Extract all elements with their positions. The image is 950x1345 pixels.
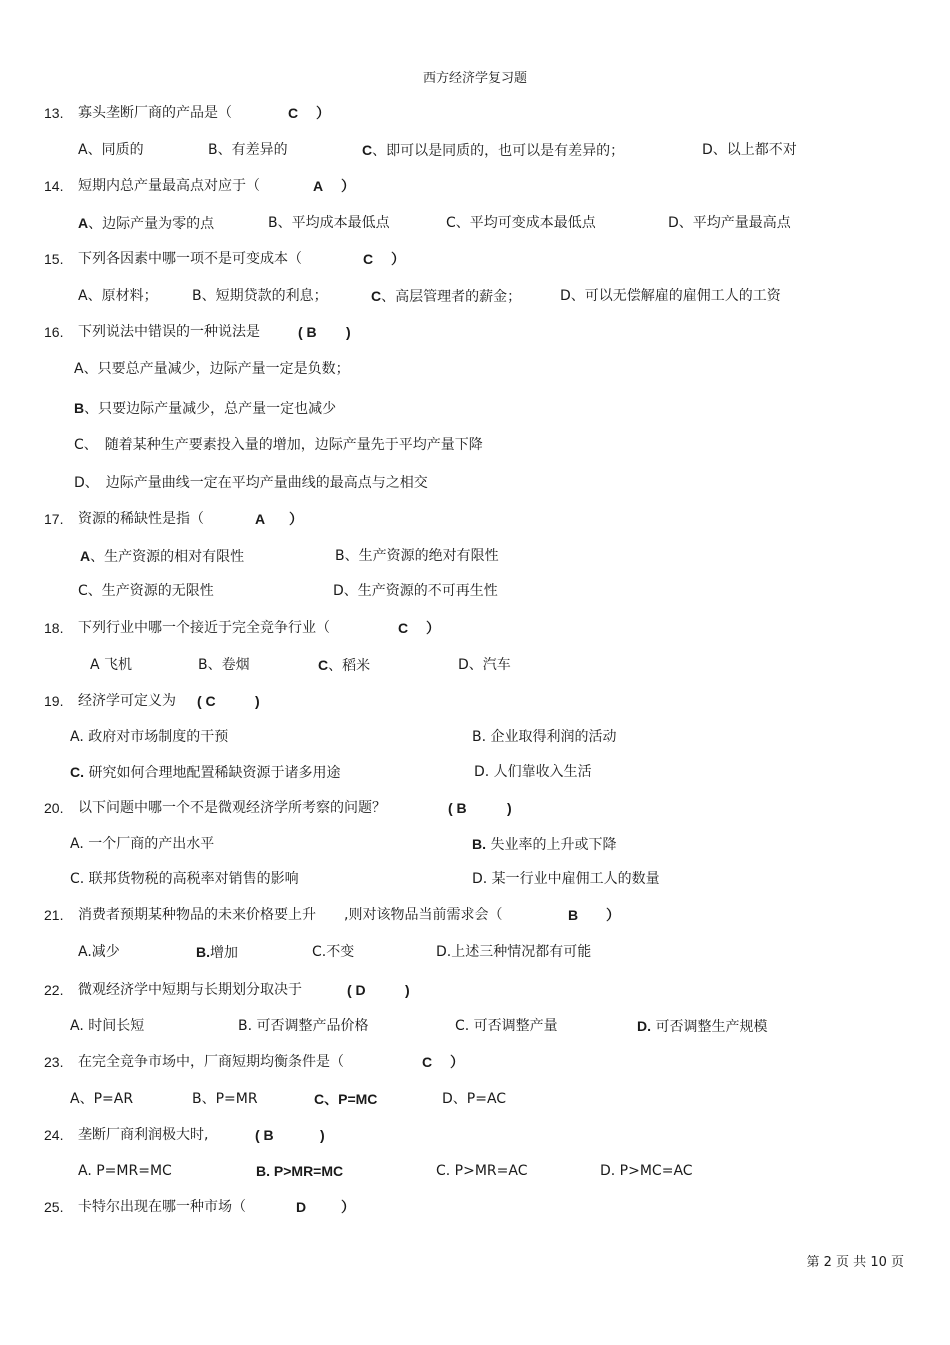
answer-option — [600, 1162, 693, 1180]
question-number: 15. — [44, 251, 64, 267]
option-text-bold: C. — [70, 764, 84, 780]
option-text: A. 政府对市场制度的干预 — [70, 729, 229, 745]
answer-option — [192, 287, 328, 305]
answer-option — [70, 763, 340, 782]
answer-option — [198, 656, 250, 674]
answer-option — [78, 141, 144, 159]
option-text: B、有差异的 — [208, 142, 288, 158]
answer-close-paren: ） — [606, 907, 620, 923]
answer-letter: ( C — [197, 693, 216, 709]
answer-close-paren: ) — [255, 693, 260, 709]
option-text: C、 随着某种生产要素投入量的增加，边际产量先于平均产量下降 — [74, 437, 483, 453]
option-text: B、平均成本最低点 — [268, 215, 390, 231]
question-stem: 下列说法中错误的一种说法是 — [78, 324, 260, 340]
option-text: 、生产资源的相对有限性 — [90, 549, 245, 565]
option-text: D、以上都不对 — [702, 142, 797, 158]
answer-option — [472, 870, 660, 888]
answer-close-paren: ） — [391, 251, 405, 267]
option-text: C.不变 — [312, 944, 355, 960]
answer-option — [436, 1162, 528, 1180]
answer-letter: A — [313, 178, 324, 194]
question-number: 24. — [44, 1127, 64, 1143]
option-text: C. 可否调整产量 — [455, 1018, 558, 1034]
answer-option — [78, 214, 214, 233]
answer-letter: D — [296, 1199, 307, 1215]
option-text: D、 边际产量曲线一定在平均产量曲线的最高点与之相交 — [74, 475, 428, 491]
answer-option — [256, 1162, 343, 1181]
answer-option — [78, 287, 158, 305]
answer-letter: C — [363, 251, 374, 267]
answer-option — [192, 1090, 258, 1108]
answer-option — [371, 287, 521, 306]
answer-option — [78, 582, 214, 600]
answer-option — [80, 547, 244, 566]
option-text: A. 一个厂商的产出水平 — [70, 836, 215, 852]
option-text-bold: A — [80, 548, 91, 564]
question-stem: 在完全竞争市场中，厂商短期均衡条件是（ — [78, 1054, 344, 1070]
question-stem: 资源的稀缺性是指（ — [78, 511, 204, 527]
answer-option — [436, 943, 591, 961]
answer-close-paren: ） — [316, 105, 330, 121]
answer-option — [702, 141, 797, 159]
question-stem: 消费者预期某种物品的未来价格要上升 ,则对该物品当前需求会（ — [78, 907, 503, 923]
question-number: 25. — [44, 1199, 64, 1215]
question-number: 16. — [44, 324, 64, 340]
option-text: A、同质的 — [78, 142, 144, 158]
option-text: B、P=MR — [192, 1091, 258, 1107]
option-text: D. P>MC=AC — [600, 1163, 693, 1179]
option-text: A、只要总产量减少，边际产量一定是负数； — [74, 361, 350, 377]
option-text: 失业率的上升或下降 — [486, 837, 617, 853]
option-text: D、平均产量最高点 — [668, 215, 791, 231]
option-text: D. 人们靠收入生活 — [474, 764, 592, 780]
answer-letter: ( B — [298, 324, 317, 340]
option-text-bold: B — [74, 400, 85, 416]
question-number: 19. — [44, 693, 64, 709]
option-text-bold: B. P>MR=MC — [256, 1163, 344, 1179]
option-text-bold: D. — [637, 1018, 651, 1034]
answer-close-paren: ) — [405, 982, 410, 998]
option-text: D、汽车 — [458, 657, 511, 673]
answer-option — [208, 141, 288, 159]
option-text: 研究如何合理地配置稀缺资源于诸多用途 — [84, 765, 341, 781]
option-text: C. 联邦货物税的高税率对销售的影响 — [70, 871, 299, 887]
answer-option — [74, 360, 350, 378]
option-text: D、生产资源的不可再生性 — [333, 583, 498, 599]
answer-close-paren: ） — [289, 511, 303, 527]
answer-option — [442, 1090, 506, 1108]
option-text: A、P=AR — [70, 1091, 134, 1107]
question-number: 21. — [44, 907, 64, 923]
answer-close-paren: ） — [341, 1199, 355, 1215]
option-text: 、高层管理者的薪金； — [381, 289, 522, 305]
answer-option — [458, 656, 511, 674]
question-number: 17. — [44, 511, 64, 527]
question-stem: 卡特尔出现在哪一种市场（ — [78, 1199, 246, 1215]
answer-option — [74, 399, 336, 418]
answer-option — [74, 436, 483, 454]
option-text-bold: B. — [196, 944, 210, 960]
option-text-bold: C — [371, 288, 382, 304]
option-text-bold: C — [318, 657, 329, 673]
option-text-bold: C — [362, 142, 373, 158]
question-stem: 寡头垄断厂商的产品是（ — [78, 105, 232, 121]
answer-letter: C — [398, 620, 409, 636]
answer-option — [90, 656, 132, 674]
option-text: 、稻米 — [328, 658, 371, 674]
answer-option — [455, 1017, 558, 1035]
answer-option — [196, 943, 238, 962]
answer-option — [238, 1017, 369, 1035]
answer-close-paren: ） — [450, 1054, 464, 1070]
option-text: 、只要边际产量减少，总产量一定也减少 — [84, 401, 337, 417]
answer-option — [70, 870, 299, 888]
option-text: 增加 — [210, 945, 238, 961]
question-number: 20. — [44, 800, 64, 816]
option-text-bold: C、P=MC — [314, 1091, 378, 1107]
answer-close-paren: ) — [320, 1127, 325, 1143]
answer-option — [314, 1090, 377, 1109]
answer-close-paren: ） — [341, 178, 355, 194]
answer-letter: ( D — [347, 982, 366, 998]
question-stem: 垄断厂商利润极大时, — [78, 1127, 209, 1143]
answer-option — [74, 474, 428, 492]
answer-option — [70, 835, 214, 853]
answer-option — [472, 835, 616, 854]
answer-option — [268, 214, 390, 232]
answer-close-paren: ) — [346, 324, 351, 340]
answer-option — [318, 656, 370, 675]
page-header-title: 西方经济学复习题 — [422, 71, 527, 86]
question-stem: 短期内总产量最高点对应于（ — [78, 178, 260, 194]
question-number: 22. — [44, 982, 64, 998]
answer-option — [70, 1090, 133, 1108]
option-text: D.上述三种情况都有可能 — [436, 944, 592, 960]
answer-letter: ( B — [255, 1127, 274, 1143]
answer-option — [474, 763, 592, 781]
answer-option — [637, 1017, 767, 1036]
option-text: D、P=AC — [442, 1091, 507, 1107]
question-number: 14. — [44, 178, 64, 194]
answer-letter: C — [422, 1054, 433, 1070]
option-text: A 飞机 — [90, 657, 133, 673]
answer-option — [70, 728, 228, 746]
option-text: B. 可否调整产品价格 — [238, 1018, 369, 1034]
option-text: 可否调整生产规模 — [651, 1019, 768, 1035]
answer-option — [333, 582, 498, 600]
option-text: B. 企业取得利润的活动 — [472, 729, 617, 745]
answer-close-paren: ） — [426, 620, 440, 636]
option-text: A.减少 — [78, 944, 120, 960]
answer-option — [446, 214, 596, 232]
question-stem: 经济学可定义为 — [78, 693, 176, 709]
question-number: 18. — [44, 620, 64, 636]
answer-option — [78, 1162, 172, 1180]
answer-option — [668, 214, 791, 232]
answer-option — [70, 1017, 144, 1035]
question-number: 13. — [44, 105, 64, 121]
option-text: B、卷烟 — [198, 657, 250, 673]
option-text: C. P>MR=AC — [436, 1163, 528, 1179]
answer-option — [472, 728, 617, 746]
answer-option — [560, 287, 781, 305]
answer-option — [78, 943, 120, 961]
answer-letter: B — [568, 907, 579, 923]
option-text: D. 某一行业中雇佣工人的数量 — [472, 871, 660, 887]
answer-letter: ( B — [448, 800, 467, 816]
option-text-bold: A — [78, 215, 89, 231]
option-text-bold: B. — [472, 836, 486, 852]
option-text: 、即可以是同质的，也可以是有差异的； — [372, 143, 625, 159]
option-text: B、生产资源的绝对有限性 — [335, 548, 499, 564]
question-stem: 以下问题中哪一个不是微观经济学所考察的问题？ — [78, 800, 386, 816]
option-text: B、短期贷款的利息； — [192, 288, 328, 304]
option-text: A、原材料； — [78, 288, 158, 304]
answer-letter: A — [255, 511, 266, 527]
option-text: 、边际产量为零的点 — [88, 216, 215, 232]
question-stem: 下列各因素中哪一项不是可变成本（ — [78, 251, 302, 267]
option-text: A. 时间长短 — [70, 1018, 145, 1034]
option-text: C、生产资源的无限性 — [78, 583, 214, 599]
option-text: D、可以无偿解雇的雇佣工人的工资 — [560, 288, 781, 304]
option-text: C、平均可变成本最低点 — [446, 215, 596, 231]
page-number-footer: 第 2 页 共 10 页 — [806, 1255, 904, 1270]
answer-option — [335, 547, 499, 565]
question-number: 23. — [44, 1054, 64, 1070]
answer-option — [312, 943, 354, 961]
answer-close-paren: ) — [507, 800, 512, 816]
question-stem: 下列行业中哪一个接近于完全竞争行业（ — [78, 620, 330, 636]
option-text: A. P=MR=MC — [78, 1163, 172, 1179]
answer-option — [362, 141, 624, 160]
question-stem: 微观经济学中短期与长期划分取决于 — [78, 982, 302, 998]
answer-letter: C — [288, 105, 299, 121]
